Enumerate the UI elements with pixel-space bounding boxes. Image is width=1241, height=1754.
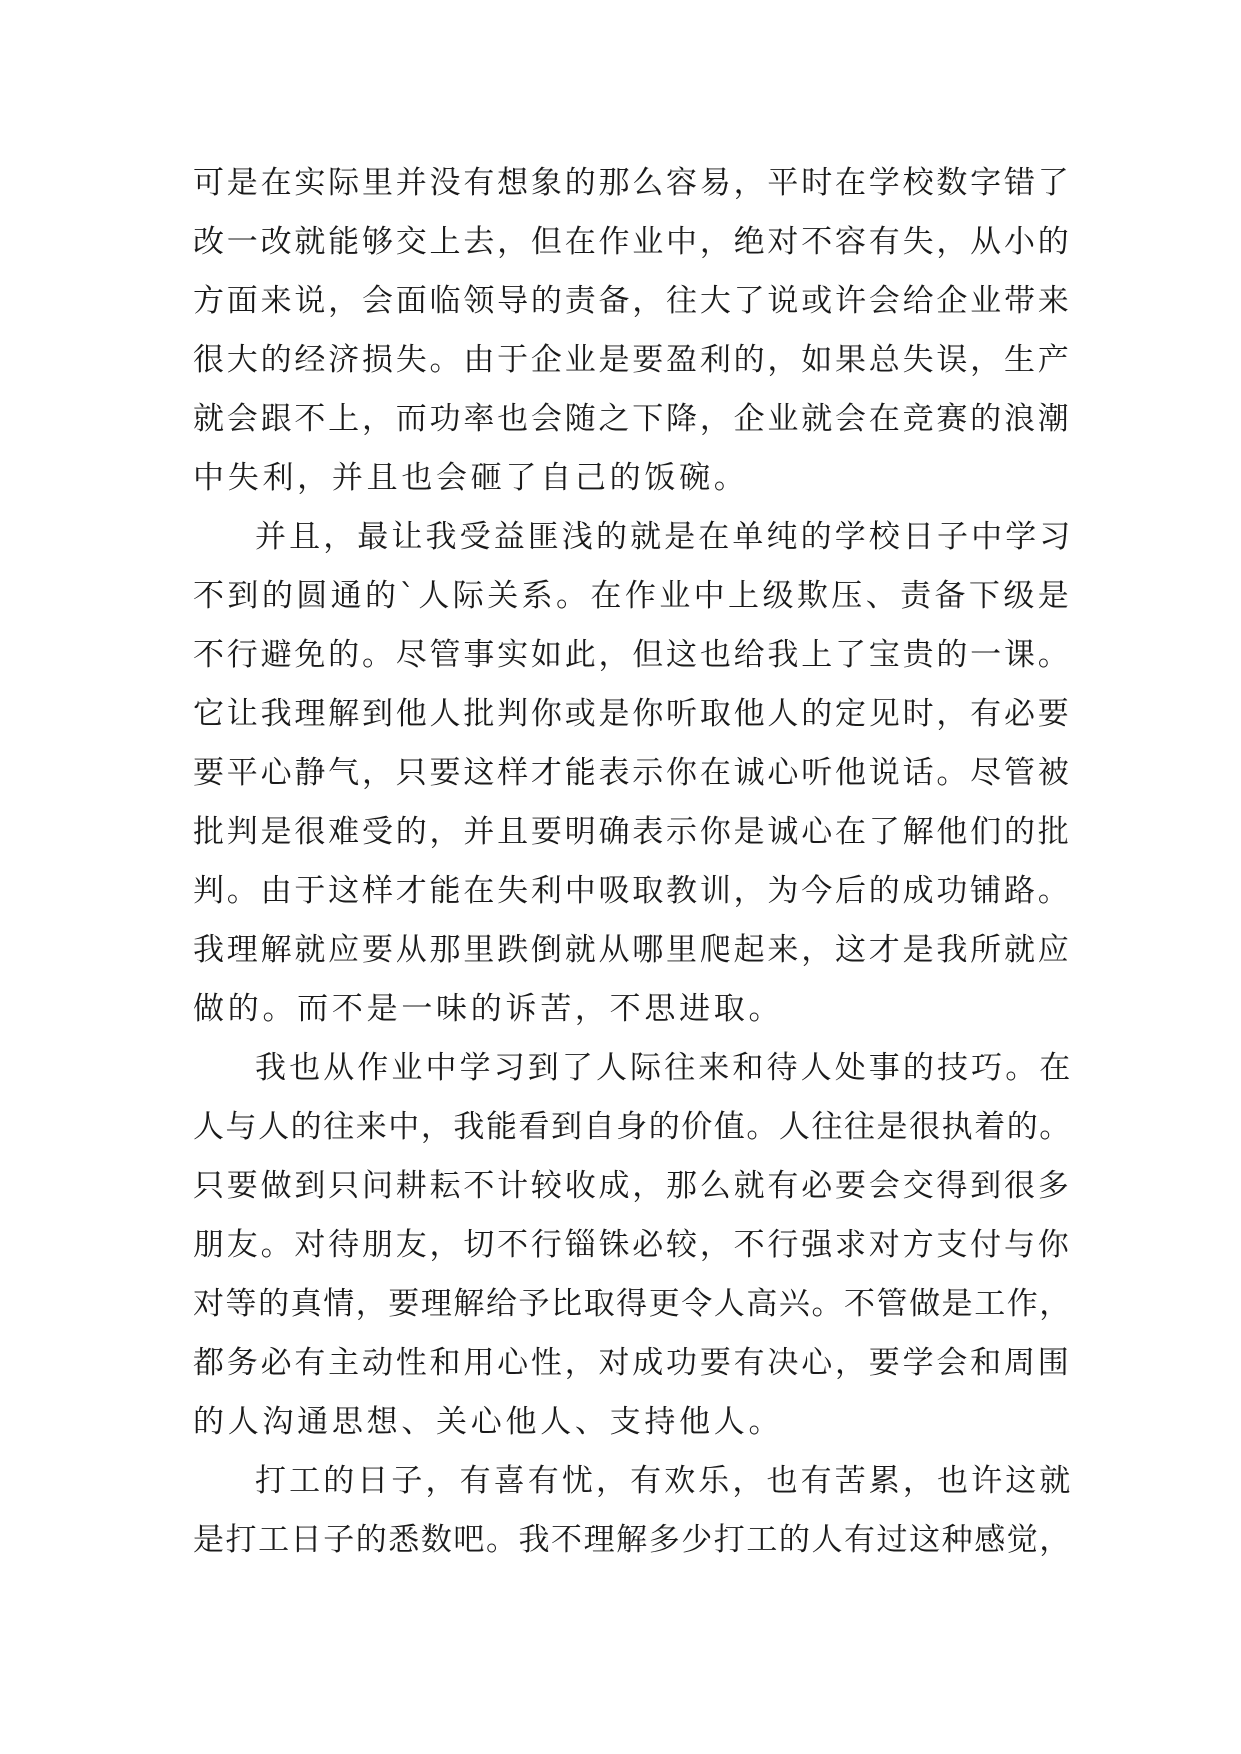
body-text bbox=[193, 154, 1073, 1570]
text-line: 都务必有主动性和用心性，对成功要有决心，要学会和周围 bbox=[193, 1345, 1072, 1381]
text-line: 判。由于这样才能在失利中吸取教训，为今后的成功铺路。 bbox=[193, 873, 1072, 909]
text-line: 它让我理解到他人批判你或是你听取他人的定见时，有必要 bbox=[193, 696, 1072, 732]
text-line: 朋友。对待朋友，切不行锱铢必较，不行强求对方支付与你 bbox=[193, 1227, 1072, 1263]
text-line: 的人沟通思想、关心他人、支持他人。 bbox=[193, 1404, 784, 1440]
text-line: 不到的圆通的`人际关系。在作业中上级欺压、责备下级是 bbox=[193, 578, 1073, 614]
paragraph-first-line: 并且，最让我受益匪浅的就是在单纯的学校日子中学习 bbox=[255, 519, 1074, 555]
paragraph-first-line: 我也从作业中学习到了人际往来和待人处事的技巧。在 bbox=[255, 1050, 1074, 1086]
text-line: 很大的经济损失。由于企业是要盈利的，如果总失误，生产 bbox=[193, 342, 1072, 378]
text-line: 只要做到只问耕耘不计较收成，那么就有必要会交得到很多 bbox=[193, 1168, 1072, 1204]
text-line: 不行避免的。尽管事实如此，但这也给我上了宝贵的一课。 bbox=[193, 637, 1072, 673]
paragraph-first-line: 打工的日子，有喜有忧，有欢乐，也有苦累，也许这就 bbox=[255, 1463, 1074, 1499]
text-line: 做的。而不是一味的诉苦，不思进取。 bbox=[193, 991, 784, 1027]
text-line: 要平心静气，只要这样才能表示你在诚心听他说话。尽管被 bbox=[193, 755, 1072, 791]
text-line: 批判是很难受的，并且要明确表示你是诚心在了解他们的批 bbox=[193, 814, 1072, 850]
text-line: 我理解就应要从那里跌倒就从哪里爬起来，这才是我所就应 bbox=[193, 932, 1072, 968]
text-line: 可是在实际里并没有想象的那么容易，平时在学校数字错了 bbox=[193, 165, 1072, 201]
text-line: 就会跟不上，而功率也会随之下降，企业就会在竞赛的浪潮 bbox=[193, 401, 1072, 437]
text-line: 方面来说，会面临领导的责备，往大了说或许会给企业带来 bbox=[193, 283, 1072, 319]
text-line: 中失利，并且也会砸了自己的饭碗。 bbox=[193, 460, 749, 496]
text-line: 是打工日子的悉数吧。我不理解多少打工的人有过这种感觉， bbox=[193, 1522, 1072, 1558]
text-line: 改一改就能够交上去，但在作业中，绝对不容有失，从小的 bbox=[193, 224, 1072, 260]
text-line: 人与人的往来中，我能看到自身的价值。人往往是很执着的。 bbox=[193, 1109, 1072, 1145]
text-line: 对等的真情，要理解给予比取得更令人高兴。不管做是工作， bbox=[193, 1286, 1072, 1322]
